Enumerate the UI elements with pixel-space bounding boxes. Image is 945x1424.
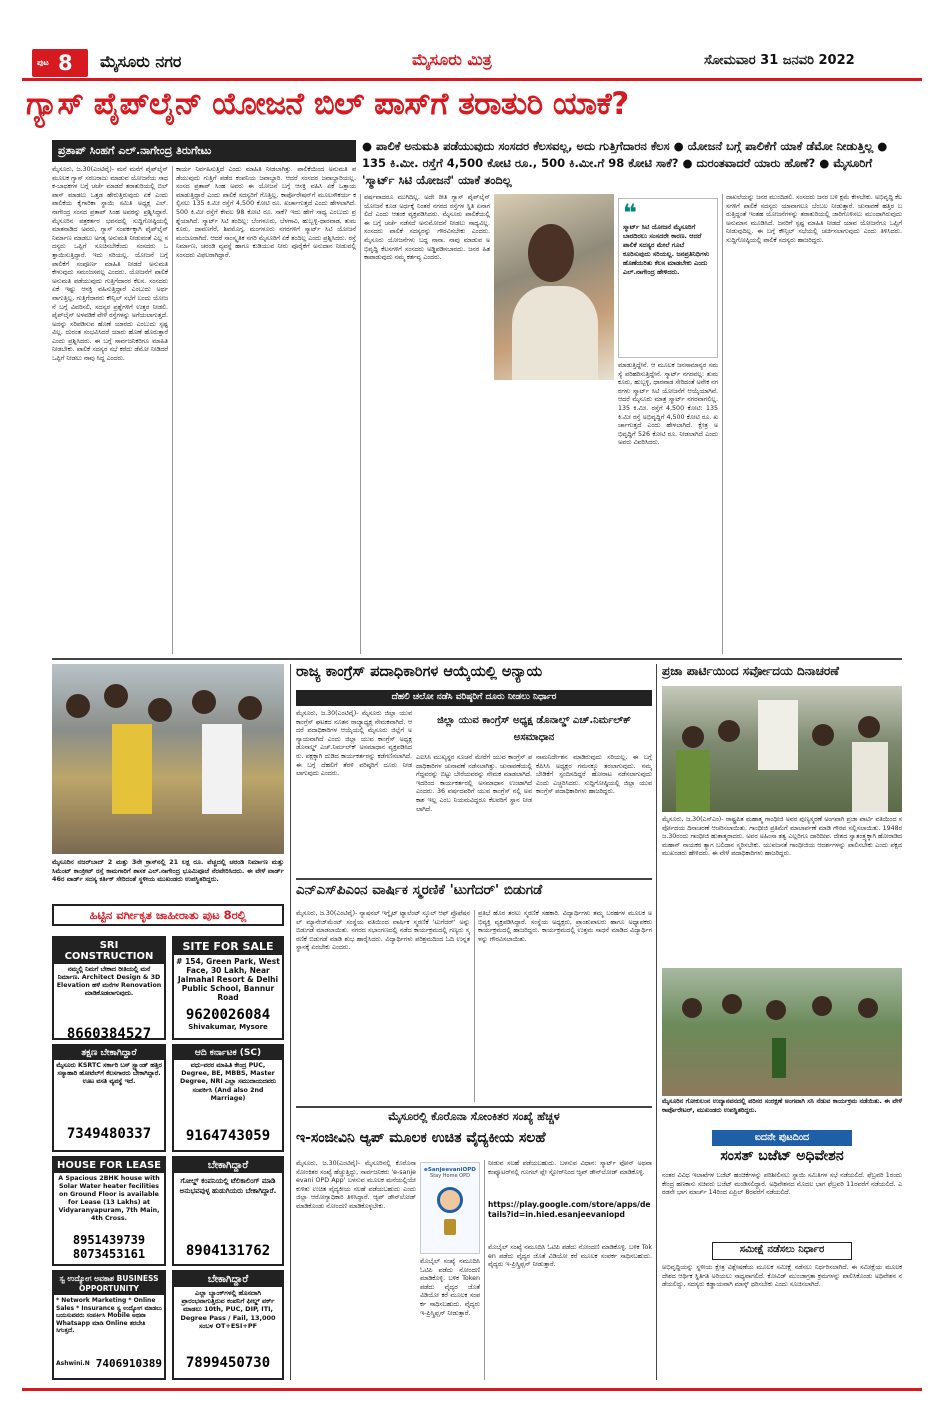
corona-headline: ಇ-ಸಂಜೀವಿನಿ ಆ್ಯಪ್ ಮೂಲಕ ಉಚಿತ ವೈದ್ಯಕೀಯ ಸಲಹೆ — [296, 1130, 546, 1146]
lead-body-col1: ಮೈಸೂರು, ಜ.30(ಎಂಟಿವೈ)- ಮನೆ ಮನೆಗೆ ಪೈಪ್‌ಲೈನ್ ಮೂಲಕ ಗ್ಯಾಸ್ ಸರಬರಾಜು ಮಾಡುವ ಯೋಜನೆಯ ಸಾಧಕ-ಬಾಧಕಗಳ ಬಗ್ಗೆ ಚರ್ಚೆ ಮಾಡದೆ ತರಾತುರಿಯಲ್ಲಿ ಬಿಲ್ ಪಾಸ್ ಮಾಡಲು ಒತ್ತಡ ಹೇರುತ್ತಿರುವುದು ಏಕೆ ಎಂದು ಪಾಲಿಕೆಯ ಕೈಗಾರಿಕಾ ಸ್ಥಾಯಿ ಸಮಿತಿ ಅಧ್ಯಕ್ಷ ಎಲ್.ನಾಗೇಂದ್ರ ಸಂಸದ ಪ್ರತಾಪ್ ಸಿಂಹ ಅವರನ್ನು ಪ್ರಶ್ನಿಸಿದ್ದಾರೆ. ಮೈಸೂರಿನ ಪತ್ರಕರ್ತರ ಭವನದಲ್ಲಿ ಸುದ್ದಿಗೋಷ್ಠಿಯಲ್ಲಿ ಮಾತನಾಡಿದ ಅವರು, ಗ್ಯಾಸ್ ಸಂಪರ್ಕಕ್ಕಾಗಿ ಪೈಪ್‌ಲೈನ್ ನಿರ್ಮಾಣ ಮಾಡಲು ಅಗತ್ಯ ಅನುಮತಿ ನೀಡುವಂತೆ ಎಲ್ಲ ಸದಸ್ಯರು ಒಪ್ಪಿಗೆ ಸೂಚಿಸಬೇಕೆಂದು ಸಂಸದರು ಒತ್ತಾಯಿಸುತ್ತಿದ್ದಾರೆ. ಇದು ಸರಿಯಲ್ಲ. ಯೋಜನೆ ಬಗ್ಗೆ ಪಾಲಿಕೆಗೆ ಸಂಪೂರ್ಣ ಮಾಹಿತಿ ನೀಡದೆ ಅನುಮತಿ ಕೇಳುವುದು ಸಮಂಜಸವಲ್ಲ ಎಂದರು. ಯೋಜನೆಗೆ ಪಾಲಿಕೆ ಅನುಮತಿ ಪಡೆಯುವುದು ಗುತ್ತಿಗೆದಾರರ ಕೆಲಸ. ಸಂಸದರು ಏಕೆ ಇಷ್ಟು ಆಸಕ್ತಿ ವಹಿಸುತ್ತಿದ್ದಾರೆ ಎಂಬುದು ಅರ್ಥವಾಗುತ್ತಿಲ್ಲ. ಗುತ್ತಿಗೆದಾರರು ಕೌನ್ಸಿಲ್ ಸಭೆಗೆ ಬಂದು ಯೋಜನೆ ಬಗ್ಗೆ ವಿವರಿಸಲಿ, ಸದಸ್ಯರ ಪ್ರಶ್ನೆಗಳಿಗೆ ಉತ್ತರ ನೀಡಲಿ. ಪೈಪ್‌ಲೈನ್ ಅಳವಡಿಕೆ ವೇಳೆ ರಸ್ತೆಗಳನ್ನು ಅಗೆಯಲಾಗುತ್ತದೆ. ಅದನ್ನು ಸರಿಪಡಿಸುವ ಹೊಣೆ ಯಾರದು ಎಂಬುದು ಸ್ಪಷ್ಟವಿಲ್ಲ. ದುರಂತ ಸಂಭವಿಸಿದರೆ ಯಾರು ಹೊಣೆ ಹೊರುತ್ತಾರೆ ಎಂದು ಪ್ರಶ್ನಿಸಿದರು. ಈ ಬಗ್ಗೆ ಸಾರ್ವಜನಿಕರಿಗೂ ಮಾಹಿತಿ ನೀಡಬೇಕು. ಪಾಲಿಕೆ ಸದಸ್ಯರ ಸಭೆ ಕರೆದು ಡೆಮೋ ನೀಡಿದರೆ ಒಪ್ಪಿಗೆ ನೀಡಲು ನಾವು ಸಿದ್ಧ ಎಂದರು. — [52, 166, 168, 363]
date: ಸೋಮವಾರ 31 ಜನವರಿ 2022 — [704, 53, 855, 68]
ad-body: * Network Marketing * Online Sales * Insurance ಸ್ವ ಉದ್ಯೋಗ ಮಾಡಲು ಬಯಸುವವರು ಸಂಪರ್ಕಿಸಿ Mobile ಅಥವಾ Whatsapp ಮಾಡಿ Online ತರಬೇತಿ ಸಿಗುತ್ತದೆ. — [56, 1297, 162, 1335]
lead-subhead: ಪ್ರತಾಪ್ ಸಿಂಹಗೆ ಎಲ್.ನಾಗೇಂದ್ರ ತಿರುಗೇಟು — [52, 140, 356, 162]
bhoomipuja-caption: ಮೈಸೂರಿನ ನಜರ್‌ಬಾದ್ 2 ಮತ್ತು 3ನೇ ಕ್ರಾಸ್‌ನಲ್ಲಿ 21 ಲಕ್ಷ ರೂ. ವೆಚ್ಚದಲ್ಲಿ ಚರಂಡಿ ನಿರ್ಮಾಣ ಮತ್ತು ಸಿಮೆಂಟ್ ಕಾಂಕ್ರೀಟ್ ರಸ್ತೆ ಕಾಮಗಾರಿಗೆ ಶಾಸಕ ಎಲ್.ನಾಗೇಂದ್ರ ಭೂಮಿಪೂಜೆ ನೆರವೇರಿಸಿದರು. ಈ ವೇಳೆ ವಾರ್ಡ್ 46ರ ವಾರ್ಡ್ ಸದಸ್ಯ ಕರ್ತಿಕ್ ಸೇರಿದಂತೆ ಸ್ಥಳೀಯ ಮುಖಂಡರು ಉಪಸ್ಥಿತರಿದ್ದರು. — [52, 858, 284, 884]
ad-title: ಸ್ವ ಉದ್ಯೋಗ ಅವಕಾಶ BUSINESS OPPORTUNITY — [54, 1272, 164, 1295]
budget-subhead: ಸಮೀಕ್ಷೆ ನಡೆಸಲು ನಿರ್ಧಾರ — [712, 1242, 852, 1260]
doctor-icon — [437, 1187, 463, 1213]
ad-phone: 7899450730 — [185, 1355, 271, 1371]
esanjeevani-logo: eSanjeevaniOPD — [424, 1167, 476, 1173]
ad-phone: 9620026084 — [185, 1007, 271, 1023]
classified-banner: ಹಿಟ್ಟಿನ ವರ್ಗೀಕೃತ ಜಾಹೀರಾತು ಪುಟ 8ರಲ್ಲಿ — [52, 904, 284, 926]
ad-title: ಬೇಕಾಗಿದ್ದಾರೆ — [174, 1158, 282, 1173]
budget-headline: ಸಂಸತ್ ಬಜೆಟ್ ಅಧಿವೇಶನ — [720, 1148, 844, 1164]
masthead — [22, 45, 922, 81]
gandhi-tribute-photo — [662, 686, 902, 812]
ad-phone: 8660384527 — [66, 1026, 152, 1040]
ad-body: A Spacious 2BHK house with Solar Water heater fecilities on Ground Floor is available for Lease (13 Lakhs) at Vidyaranyapuram, 7th Main, 4th Cross. — [58, 1175, 160, 1222]
congress-body-col1: ಮೈಸೂರು, ಜ.30(ಎಂಟಿವೈ)- ಮೈಸೂರು ಜಿಲ್ಲಾ ಯುವ ಕಾಂಗ್ರೆಸ್ ಘಟಕದ ನೂತನ ರಾಜ್ಯಾಧ್ಯಕ್ಷ ನೇಮಕವಾಗಿದೆ. ಆದರೆ ಪದಾಧಿಕಾರಿಗಳ ಆಯ್ಕೆಯಲ್ಲಿ ಮೈಸೂರು ಜಿಲ್ಲೆಗೆ ಅನ್ಯಾಯವಾಗಿದೆ ಎಂದು ಜಿಲ್ಲಾ ಯುವ ಕಾಂಗ್ರೆಸ್ ಅಧ್ಯಕ್ಷ ಡೊನಾಲ್ಡ್ ಎಚ್.ನಿರ್ಮಲ್‌ಕ್ ಅಸಮಾಧಾನ ವ್ಯಕ್ತಪಡಿಸಿದರು. ಪಕ್ಷಕ್ಕಾಗಿ ದುಡಿದ ಕಾರ್ಯಕರ್ತರನ್ನು ಕಡೆಗಣಿಸಲಾಗಿದೆ. ಈ ಬಗ್ಗೆ ದೆಹಲಿಗೆ ತೆರಳಿ ವರಿಷ್ಠರಿಗೆ ದೂರು ನೀಡಲಾಗುವುದು ಎಂದರು. — [296, 710, 412, 778]
page-label: ಪುಟ — [37, 58, 49, 67]
ad-phone: 9164743059 — [185, 1128, 271, 1144]
emblem-icon — [444, 1219, 456, 1235]
praja-body: ಮೈಸೂರು, ಜ.30(ಎಸ್‌ಎಂ)- ರಾಷ್ಟ್ರಪಿತ ಮಹಾತ್ಮ ಗಾಂಧೀಜಿ ಅವರ ಪುಣ್ಯಸ್ಮರಣೆ ಅಂಗವಾಗಿ ಪ್ರಜಾ ಪಾರ್ಟಿ ವತಿಯಿಂದ ಸರ್ವೋದಯ ದಿನಾಚರಣೆ ಆಚರಿಸಲಾಯಿತು. ಗಾಂಧೀಜಿ ಪ್ರತಿಮೆಗೆ ಮಾಲಾರ್ಪಣೆ ಮಾಡಿ ಗೌರವ ಸಲ್ಲಿಸಲಾಯಿತು. 1948ರ ಜ.30ರಂದು ಗಾಂಧೀಜಿ ಹುತಾತ್ಮರಾದರು. ಅವರ ಅಹಿಂಸಾ ತತ್ವ ಎಲ್ಲರಿಗೂ ದಾರಿದೀಪ. ದೇಶದ ಸ್ವಾತಂತ್ರ್ಯಕ್ಕಾಗಿ ಹೋರಾಡಿದ ಮಹಾನ್ ನಾಯಕರ ತ್ಯಾಗ ಬಲಿದಾನ ಸ್ಮರಿಸಬೇಕು. ಯುವಜನತೆ ಗಾಂಧೀಜಿಯ ಆದರ್ಶಗಳನ್ನು ಪಾಲಿಸಬೇಕು ಎಂದು ಪಕ್ಷದ ಮುಖಂಡರು ಹೇಳಿದರು. ಈ ವೇಳೆ ಪದಾಧಿಕಾರಿಗಳು ಹಾಜರಿದ್ದರು. — [662, 816, 902, 858]
congress-headline: ರಾಜ್ಯ ಕಾಂಗ್ರೆಸ್ ಪದಾಧಿಕಾರಿಗಳ ಆಯ್ಕೆಯಲ್ಲಿ ಅನ್ಯಾಯ — [296, 664, 543, 680]
portrait-photo — [494, 194, 614, 380]
quote-text: ಸ್ಮಾರ್ಟ್ ಸಿಟಿ ಯೋಜನೆ ಮೈಸೂರಿಗೆ ಬಾರದಿರಲು ಸಂಸದರೇ ಕಾರಣ. ಆದರೆ ಪಾಲಿಕೆ ಸದಸ್ಯರ ಮೇಲೆ ಗೂಬೆ ಕೂರಿಸುವುದು ಸರಿಯಲ್ಲ. ಜನಪ್ರತಿನಿಧಿಗಳು ಹೊಣೆಯರಿತು ಕೆಲಸ ಮಾಡಬೇಕು ಎಂದು ಎಲ್.ನಾಗೇಂದ್ರ ಹೇಳಿದರು. — [623, 223, 710, 276]
ad-body: # 154, Green Park, West Face, 30 Lakh, Near Jalmahal Resort & Delhi Public School, Bannur Road — [176, 957, 280, 1002]
ad-body: ಗೋಲ್ಡ್ ಕಂಪನಿಯಲ್ಲಿ ಟೆಲಿಕಾಲಿಂಗ್ ಮಾಡಿ ಅನುಭವವುಳ್ಳ ಹುಡುಗಿಯರು ಬೇಕಾಗಿದ್ದಾರೆ. — [179, 1177, 277, 1195]
ad-body: ನಮ್ಮಲ್ಲಿ ನಿಮಗೆ ಬೇಕಾದ ರೀತಿಯಲ್ಲಿ ಮನೆ ನಿರ್ಮಾಣ. Architect Design & 3D Elevation ಹಳೆ ಮನೆಗಳ Renovation ಮಾಡಿಕೊಡಲಾಗುವುದು. — [56, 966, 162, 997]
ad-title: HOUSE FOR LEASE — [54, 1158, 164, 1173]
ad-title: SITE FOR SALE — [174, 938, 282, 955]
ad-wanted-hotel[interactable] — [52, 1044, 166, 1152]
congress-subhead: ದೆಹಲಿ ಚಲೋ ನಡೆಸಿ ವರಿಷ್ಠರಿಗೆ ದೂರು ನೀಡಲು ನಿರ್ಧಾರ — [296, 690, 652, 706]
ad-phone: 8904131762 — [185, 1243, 271, 1259]
section-name: ಮೈಸೂರು ನಗರ — [100, 52, 182, 71]
ad-phone: 8951439739 — [72, 1233, 146, 1247]
page-badge — [32, 49, 88, 77]
ad-wanted-field[interactable] — [172, 1270, 284, 1380]
sapling-photo — [662, 968, 902, 1096]
corona-body-col2: ನೀಡುವ ಸಲಹೆ ಪಡೆಯಬಹುದು. ಬಳಸುವ ವಿಧಾನ: ಸ್ಮಾರ್ಟ್ ಫೋನ್ ಅಥವಾ ಕಂಪ್ಯೂಟರ್‌ನಲ್ಲಿ ಗೂಗಲ್ ಪ್ಲೇ ಸ್ಟೋರ್‌ನಿಂದ ಆ್ಯಪ್ ಡೌನ್‌ಲೋಡ್ ಮಾಡಿಕೊಳ್ಳಿ. — [488, 1160, 652, 1176]
esanjeevani-graphic — [420, 1162, 480, 1254]
corona-kicker: ಮೈಸೂರಲ್ಲಿ ಕೊರೊನಾ ಸೋಂಕಿತರ ಸಂಖ್ಯೆ ಹೆಚ್ಚಳ — [388, 1110, 560, 1123]
esanjeevani-link[interactable]: https://play.google.com/store/apps/details?id=in.hied.esanjeevaniopd — [488, 1200, 651, 1219]
sapling-caption: ಮೈಸೂರಿನ ಗೋಕುಲಂನ ಉದ್ಯಾನವನದಲ್ಲಿ ಪರಿಸರ ಸಂರಕ್ಷಣೆ ಅಂಗವಾಗಿ ಸಸಿ ನೆಡುವ ಕಾರ್ಯಕ್ರಮ ನಡೆಯಿತು. ಈ ವೇಳೆ ಕಾರ್ಪೊರೇಟರ್, ಮುಖಂಡರು ಉಪಸ್ಥಿತರಿದ್ದರು. — [662, 1098, 902, 1114]
ad-phone-2: 8073453161 — [72, 1247, 146, 1261]
bhoomipuja-photo — [52, 664, 284, 854]
congress-tagline: ಜಿಲ್ಲಾ ಯುವ ಕಾಂಗ್ರೆಸ್ ಅಧ್ಯಕ್ಷ ಡೊನಾಲ್ಡ್ ಎಚ್.ನಿರ್ಮಲ್‌ಕ್ ಅಸಮಾಧಾನ — [437, 715, 631, 743]
ad-phone: 7349480337 — [66, 1126, 152, 1142]
lead-highlights: ● ಪಾಲಿಕೆ ಅನುಮತಿ ಪಡೆಯುವುದು ಸಂಸದರ ಕೆಲಸವಲ್ಲ, ಅದು ಗುತ್ತಿಗೆದಾರನ ಕೆಲಸ ● ಯೋಜನೆ ಬಗ್ಗೆ ಪಾಲಿಕೆಗೆ ಯಾಕೆ ಡೆಮೋ ನೀಡುತ್ತಿಲ್ಲ ● 135 ಕಿ.ಮೀ. ರಸ್ತೆಗೆ 4,500 ಕೋಟಿ ರೂ., 500 ಕಿ.ಮೀ.ಗೆ 98 ಕೋಟಿ ಸಾಕೆ? ● ದುರಂತವಾದರೆ ಯಾರು ಹೊಣೆ? ● ಮೈಸೂರಿಗೆ 'ಸ್ಮಾರ್ಟ್ ಸಿಟಿ ಯೋಜನೆ' ಯಾಕೆ ತಂದಿಲ್ಲ — [362, 139, 888, 187]
page-number: 8 — [58, 51, 73, 75]
budget-body2: ಅಭಿವೃದ್ಧಿಯನ್ನು ಸ್ಥಳೀಯ ಕ್ಷೇತ್ರ ವಿಶ್ಲೇಷಣೆಯ ಮೂಲಕ ಸಮೀಕ್ಷೆ ನಡೆಸಲು ನಿರ್ಧರಿಸಲಾಗಿದೆ. ಈ ಸಮೀಕ್ಷೆಯ ಮೂಲಕ ದೇಶದ ಆರ್ಥಿಕ ಸ್ಥಿತಿಗತಿ ಅರಿಯಲು ಸಾಧ್ಯವಾಗಲಿದೆ. ಕೋವಿಡ್ ಮುಂಜಾಗ್ರತಾ ಕ್ರಮಗಳನ್ನು ಪಾಲಿಸಿಕೊಂಡು ಅಧಿವೇಶನ ನಡೆಯಲಿದ್ದು, ಸದಸ್ಯರು ಕಡ್ಡಾಯವಾಗಿ ಮಾಸ್ಕ್ ಧರಿಸಬೇಕು ಎಂದು ಸೂಚಿಸಲಾಗಿದೆ. — [662, 1264, 902, 1289]
ad-adi-karnataka[interactable] — [172, 1044, 284, 1152]
nsp-headline: ಎನ್‌ಎಸ್‌ಪಿಎಂನ ವಾರ್ಷಿಕ ಸ್ಮರಣಿಕೆ 'ಟುಗೆದರ್' ಬಿಡುಗಡೆ — [296, 882, 543, 898]
corona-body-col1b: ಮೊಬೈಲ್ ಸಂಖ್ಯೆ ನಮೂದಿಸಿ ಓಟಿಪಿ ಪಡೆದು ನೋಂದಣಿ ಮಾಡಿಕೊಳ್ಳಿ. ಬಳಿಕ Token ಪಡೆದು ವೈದ್ಯರ ಜೊತೆ ವಿಡಿಯೋ ಕರೆ ಮೂಲಕ ಸಂಪರ್ಕ ಸಾಧಿಸಬಹುದು. ವೈದ್ಯರು ಇ-ಪ್ರಿಸ್ಕ್ರಿಪ್ಷನ್ ನೀಡುತ್ತಾರೆ. — [420, 1258, 480, 1317]
ad-footer: Ashwini.N — [56, 1360, 90, 1367]
ad-footer: Shivakumar, Mysore — [188, 1023, 268, 1031]
nsp-body-col1: ಮೈಸೂರು, ಜ.30(ಎಂಟಿವೈ)- ನ್ಯಾಷನಲ್ ಇಗ್ನೈಟ್ ಟ್ಯಾಲೆಂಟ್ ಸ್ಕೂಲ್ ಆಫ್ ಪ್ರೊಫೆಷನಲ್ ಮ್ಯಾನೇಜ್‌ಮೆಂಟ್ ಸಂಸ್ಥೆಯ ವತಿಯಿಂದ ವಾರ್ಷಿಕ ಸ್ಮರಣಿಕೆ 'ಟುಗೆದರ್' ಅನ್ನು ಬಿಡುಗಡೆ ಮಾಡಲಾಯಿತು. ನಗರದ ಸಭಾಂಗಣದಲ್ಲಿ ನಡೆದ ಕಾರ್ಯಕ್ರಮದಲ್ಲಿ ಗಣ್ಯರು ಸ್ಮರಣಿಕೆ ಬಿಡುಗಡೆ ಮಾಡಿ ಶುಭ ಹಾರೈಸಿದರು. ವಿದ್ಯಾರ್ಥಿಗಳು ಪರಿಶ್ರಮದಿಂದ ಓದಿ ಉನ್ನತ ಸ್ಥಾನಕ್ಕೆ ಏರಬೇಕು ಎಂದರು. — [296, 910, 470, 952]
budget-body1: ನಂತರ ವಿವಿಧ ಇಲಾಖೆಗಳ ಬಜೆಟ್ ಹಂಚಿಕೆಗಳನ್ನು ಪರಿಶೀಲಿಸಲು ಸ್ಥಾಯಿ ಸಮಿತಿಗಳ ಸಭೆ ನಡೆಯಲಿದೆ. ಫೆಬ್ರವರಿ 1ರಂದು ಕೇಂದ್ರ ಹಣಕಾಸು ಸಚಿವರು ಬಜೆಟ್ ಮಂಡಿಸಲಿದ್ದಾರೆ. ಅಧಿವೇಶನದ ಮೊದಲ ಭಾಗ ಫೆಬ್ರವರಿ 11ರವರೆಗೆ ನಡೆಯಲಿದೆ. ಎರಡನೇ ಭಾಗ ಮಾರ್ಚ್ 14ರಿಂದ ಏಪ್ರಿಲ್ 8ರವರೆಗೆ ನಡೆಯಲಿದೆ. — [662, 1172, 902, 1197]
lead-body-col4: ಮಾಡುತ್ತಿದ್ದೇನೆ. ಆ ಮೂಲಕ ಜನಸಾಮಾನ್ಯರ ಸಮಸ್ಯೆ ಪರಿಹರಿಸುತ್ತಿದ್ದೇನೆ. ಸ್ಮಾರ್ಟ್ ನಗರವಲ್ಲ: ತುಮಕೂರು, ಹುಬ್ಬಳ್ಳಿ, ಧಾರವಾಡ ಸೇರಿದಂತೆ ಅನೇಕ ನಗರಗಳು ಸ್ಮಾರ್ಟ್ ಸಿಟಿ ಯೋಜನೆಗೆ ಆಯ್ಕೆಯಾಗಿವೆ. ಆದರೆ ಮೈಸೂರು ಮಾತ್ರ ಸ್ಮಾರ್ಟ್ ನಗರವಾಗಲಿಲ್ಲ. 135 ಕಿ.ಮೀ. ರಸ್ತೆಗೆ 4,500 ಕೋಟಿ: 135 ಕಿ.ಮೀ ರಸ್ತೆ ಅಭಿವೃದ್ಧಿಗೆ 4,500 ಕೋಟಿ ರೂ. ಖರ್ಚಾಗುತ್ತದೆ ಎಂದು ಹೇಳಲಾಗಿದೆ. ಕ್ಷೇತ್ರ ಅಭಿವೃದ್ಧಿಗೆ 526 ಕೋಟಿ ರೂ. ನೀಡಲಾಗಿದೆ ಎಂದು ಅವರು ವಿವರಿಸಿದರು. — [618, 362, 718, 447]
ad-site-for-sale[interactable] — [172, 936, 284, 1040]
corona-body-col1: ಮೈಸೂರು, ಜ.30(ಎಂಟಿವೈ)- ಮೈಸೂರಿನಲ್ಲಿ ಕೊರೊನಾ ಸೋಂಕಿತರ ಸಂಖ್ಯೆ ಹೆಚ್ಚುತ್ತಿದ್ದು, ಸಾರ್ವಜನಿಕರು 'e-sanjeevani OPD App' ಬಳಸುವ ಮೂಲಕ ಮನೆಯಲ್ಲಿಯೇ ಕುಳಿತು ಉಚಿತ ವೈದ್ಯಕೀಯ ಸಲಹೆ ಪಡೆಯಬಹುದು ಎಂದು ಜಿಲ್ಲಾ ಆರೋಗ್ಯಾಧಿಕಾರಿ ತಿಳಿಸಿದ್ದಾರೆ. ಆ್ಯಪ್ ಡೌನ್‌ಲೋಡ್ ಮಾಡಿಕೊಂಡು ನೋಂದಣಿ ಮಾಡಿಕೊಳ್ಳಬೇಕು. — [296, 1160, 416, 1210]
paper-name: ಮೈಸೂರು ಮಿತ್ರ — [412, 50, 492, 69]
budget-kicker: ಐದನೇ ಪುಟದಿಂದ — [712, 1130, 852, 1146]
ad-gold-telecalling[interactable] — [172, 1156, 284, 1266]
ad-title: ಆದಿ ಕರ್ನಾಟಕ (SC) — [174, 1046, 282, 1060]
ad-house-for-lease[interactable] — [52, 1156, 166, 1266]
lead-body-col2: ಕಾರ್ಯ ನಿರ್ವಹಿಸುತ್ತಿದೆ ಎಂದು ಮಾಹಿತಿ ನೀಡಲಾಗಿತ್ತು. ಪಾಲಿಕೆಯಿಂದ ಅನುಮತಿ ಪಡೆಯುವುದು ಗುತ್ತಿಗೆ ಪಡೆದ ಕಂಪನಿಯ ಜವಾಬ್ದಾರಿ. ಆದರೆ ಸಂಸದರ ಜವಾಬ್ದಾರಿಯಲ್ಲ. ಸಂಸದ ಪ್ರತಾಪ್ ಸಿಂಹ ಅವರು ಈ ಯೋಜನೆ ಬಗ್ಗೆ ಆಸಕ್ತಿ ವಹಿಸಿ ಏಕೆ ಒತ್ತಾಯ ಮಾಡುತ್ತಿದ್ದಾರೆ ಎಂದು ಪಾಲಿಕೆ ಸದಸ್ಯರಿಗೆ ಗೊತ್ತಿಲ್ಲ. ಕಾರ್ಪೊರೇಷನ್‌ಗೆ ಮೂಲಸೌಕರ್ಯ ಕಲ್ಪಿಸಲು 135 ಕಿ.ಮೀ ರಸ್ತೆಗೆ 4,500 ಕೋಟಿ ರೂ. ಖರ್ಚಾಗುತ್ತದೆ ಎಂದು ಹೇಳಲಾಗಿದೆ. 500 ಕಿ.ಮೀ ರಸ್ತೆಗೆ ಕೇವಲ 98 ಕೋಟಿ ರೂ. ಸಾಕೆ? ಇದು ಹೇಗೆ ಸಾಧ್ಯ ಎಂಬುದು ಪ್ರಶ್ನೆಯಾಗಿದೆ. ಸ್ಮಾರ್ಟ್ ಸಿಟಿ ತಂದಿಲ್ಲ: ಬೆಂಗಳೂರು, ಬೆಳಗಾವಿ, ಹುಬ್ಬಳ್ಳಿ-ಧಾರವಾಡ, ತುಮಕೂರು, ದಾವಣಗೆರೆ, ಶಿವಮೊಗ್ಗ, ಮಂಗಳೂರು ನಗರಗಳಿಗೆ ಸ್ಮಾರ್ಟ್ ಸಿಟಿ ಯೋಜನೆ ಮಂಜೂರಾಗಿದೆ. ಆದರೆ ಸಾಂಸ್ಕೃತಿಕ ನಗರಿ ಮೈಸೂರಿಗೆ ಏಕೆ ತಂದಿಲ್ಲ ಎಂದು ಪ್ರಶ್ನಿಸಿದರು. ರಸ್ತೆ ನಿರ್ಮಾಣ, ಚರಂಡಿ ವ್ಯವಸ್ಥೆ ಹಾಗೂ ಕುಡಿಯುವ ನೀರು ಪೂರೈಕೆಗೆ ಅನುದಾನ ನೀಡುವಲ್ಲಿ ಸಂಸದರು ವಿಫಲರಾಗಿದ್ದಾರೆ. — [176, 166, 356, 259]
ad-body: ಮೈಸೂರು KSRTC ಸರ್ಕಾರಿ ಬಸ್ ಸ್ಟ್ಯಾಂಡ್ ಹತ್ತಿರ ಸಸ್ಯಾಹಾರಿ ಹೋಟೆಲ್‌ಗೆ ಕೆಲಸಗಾರರು ಬೇಕಾಗಿದ್ದಾರೆ. ಊಟ ವಸತಿ ವ್ಯವಸ್ಥೆ ಇದೆ. — [56, 1062, 162, 1086]
pull-quote — [618, 198, 718, 358]
ad-title: ತಕ್ಷಣ ಬೇಕಾಗಿದ್ದಾರೆ — [54, 1046, 164, 1060]
esanjeevani-tagline: Stay Home OPD — [430, 1173, 470, 1179]
ad-title: SRI CONSTRUCTION — [54, 938, 164, 964]
ad-title: ಬೇಕಾಗಿದ್ದಾರೆ — [174, 1272, 282, 1287]
lead-body-col5: ದಾಖಲೆಯನ್ನು ಜನರ ಮುಂದಿಡಲಿ. ಸಂಸದರು ಜನರ ಬಳಿ ಕ್ಷಮೆ ಕೇಳಬೇಕು. ಅಭಿವೃದ್ಧಿ ಕೆಲಸಗಳಿಗೆ ಪಾಲಿಕೆ ಸದಸ್ಯರು ಯಾವಾಗಲೂ ಬೆಂಬಲ ನೀಡುತ್ತಾರೆ. ಚುನಾವಣೆ ಹತ್ತಿರ ಬರುತ್ತಿದ್ದಂತೆ ಇಂತಹ ಯೋಜನೆಗಳನ್ನು ತರಾತುರಿಯಲ್ಲಿ ಜಾರಿಗೊಳಿಸಲು ಮುಂದಾಗಿರುವುದು ಅನುಮಾನ ಮೂಡಿಸಿದೆ. ಜನರಿಗೆ ಸ್ಪಷ್ಟ ಮಾಹಿತಿ ನೀಡದೆ ಯಾವ ಯೋಜನೆಗೂ ಒಪ್ಪಿಗೆ ನೀಡುವುದಿಲ್ಲ. ಈ ಬಗ್ಗೆ ಕೌನ್ಸಿಲ್ ಸಭೆಯಲ್ಲಿ ಚರ್ಚಿಸಲಾಗುವುದು ಎಂದು ತಿಳಿಸಿದರು. ಸುದ್ದಿಗೋಷ್ಠಿಯಲ್ಲಿ ಪಾಲಿಕೆ ಸದಸ್ಯರು ಹಾಜರಿದ್ದರು. — [726, 194, 902, 244]
quote-mark-icon: ❝ — [623, 199, 638, 227]
congress-body-col3: ಎಐಸಿಸಿ ಮುಖ್ಯಸ್ಥರ ಸೂಚನೆ ಮೇರೆಗೆ ಯುವ ಕಾಂಗ್ರೆಸ್ ಪದಾಧಿಕಾರಿಗಳ ಚುನಾವಣೆ ನಡೆಸಲಾಗಿತ್ತು. ಚುನಾವಣೆಯಲ್ಲಿ ಗೆದ್ದವರನ್ನು ಬಿಟ್ಟು ಬೇರೆಯವರನ್ನು ನೇಮಕ ಮಾಡಲಾಗಿದೆ. ಇದರಿಂದ ಕಾರ್ಯಕರ್ತರಲ್ಲಿ ಅಸಮಾಧಾನ ಉಂಟಾಗಿದೆ ಎಂದರು. 36 ವರ್ಷದವರಿಗೆ ಯುವ ಕಾಂಗ್ರೆಸ್ ನಲ್ಲಿ ಅವಕಾಶ ಇಲ್ಲ ಎಂಬ ನಿಯಮವಿದ್ದರೂ ಕೆಲವರಿಗೆ ಸ್ಥಾನ ನೀಡಲಾಗಿದೆ. — [416, 754, 532, 813]
congress-body-col4: ನಾಮನಿರ್ದೇಶನ ಮಾಡಿರುವುದು ಸರಿಯಲ್ಲ. ಈ ಬಗ್ಗೆ ಕೆಪಿಸಿಸಿ ಅಧ್ಯಕ್ಷರ ಗಮನಕ್ಕೂ ತರಲಾಗುವುದು. ನಮ್ಮ ಬೇಡಿಕೆಗೆ ಸ್ಪಂದಿಸದಿದ್ದರೆ ಹೋರಾಟ ನಡೆಸಲಾಗುವುದು ಎಂದು ಎಚ್ಚರಿಸಿದರು. ಸುದ್ದಿಗೋಷ್ಠಿಯಲ್ಲಿ ಜಿಲ್ಲಾ ಯುವ ಕಾಂಗ್ರೆಸ್ ಪದಾಧಿಕಾರಿಗಳು ಹಾಜರಿದ್ದರು. — [536, 754, 652, 796]
lead-headline: ಗ್ಯಾಸ್ ಪೈಪ್‌ಲೈನ್ ಯೋಜನೆ ಬಿಲ್ ಪಾಸ್‌ಗೆ ತರಾತುರಿ ಯಾಕೆ? — [26, 86, 629, 122]
praja-headline: ಪ್ರಜಾ ಪಾರ್ಟಿಯಿಂದ ಸರ್ವೋದಯ ದಿನಾಚರಣೆ — [662, 664, 839, 678]
corona-body-col3: ಮೊಬೈಲ್ ಸಂಖ್ಯೆ ನಮೂದಿಸಿ ಓಟಿಪಿ ಪಡೆದು ನೋಂದಣಿ ಮಾಡಿಕೊಳ್ಳಿ. ಬಳಿಕ Token ಪಡೆದು ವೈದ್ಯರ ಜೊತೆ ವಿಡಿಯೋ ಕರೆ ಮೂಲಕ ಸಂಪರ್ಕ ಸಾಧಿಸಬಹುದು. ವೈದ್ಯರು ಇ-ಪ್ರಿಸ್ಕ್ರಿಪ್ಷನ್ ನೀಡುತ್ತಾರೆ. — [488, 1244, 652, 1269]
nsp-body-col2: ಪ್ರತಿಭೆ ಹೊರ ತರಲು ಸ್ಮರಣಿಕೆ ಸಹಕಾರಿ. ವಿದ್ಯಾರ್ಥಿಗಳು ತಮ್ಮ ಬರಹಗಳ ಮೂಲಕ ಅಭಿವ್ಯಕ್ತಿ ವ್ಯಕ್ತಪಡಿಸಿದ್ದಾರೆ. ಸಂಸ್ಥೆಯ ಅಧ್ಯಕ್ಷರು, ಪ್ರಾಂಶುಪಾಲರು ಹಾಗೂ ಅಧ್ಯಾಪಕರು ಕಾರ್ಯಕ್ರಮದಲ್ಲಿ ಹಾಜರಿದ್ದರು. ಕಾರ್ಯಕ್ರಮದಲ್ಲಿ ಉತ್ತಮ ಸಾಧನೆ ಮಾಡಿದ ವಿದ್ಯಾರ್ಥಿಗಳನ್ನು ಗೌರವಿಸಲಾಯಿತು. — [478, 910, 652, 943]
ad-sri-construction[interactable] — [52, 936, 166, 1040]
ad-body: ವಧು-ವರರ ಮಾಹಿತಿ ಕೇಂದ್ರ PUC, Degree, BE, MBBS, Master Degree, NRI ಎಲ್ಲಾ ಸಮುದಾಯದವರು ಸಂಪರ್ಕಿಸಿ (And also 2nd Marriage) — [180, 1062, 276, 1102]
lead-body-col3: ವರ್ಷವಾದರೂ ಮುಗಿದಿಲ್ಲ. ಅದೇ ರೀತಿ ಗ್ಯಾಸ್ ಪೈಪ್‌ಲೈನ್ ಯೋಜನೆ ಕೂಡ ಅರ್ಧಕ್ಕೆ ನಿಂತರೆ ನಗರದ ರಸ್ತೆಗಳ ಸ್ಥಿತಿ ಏನಾಗಲಿದೆ ಎಂದು ಆತಂಕ ವ್ಯಕ್ತಪಡಿಸಿದರು. ಮೈಸೂರು ಪಾಲಿಕೆಯಲ್ಲಿ ಈ ಬಗ್ಗೆ ಚರ್ಚೆ ನಡೆಸದೆ ಅನುಮೋದನೆ ನೀಡಲು ಸಾಧ್ಯವಿಲ್ಲ. ಸಂಸದರು ಪಾಲಿಕೆ ಸದಸ್ಯರನ್ನು ಗೌರವಿಸಬೇಕು ಎಂದರು. ಮೈಸೂರು ಯೋಜನೆಗಳು ಬದ್ಧ ನಾನಾ. ನಾವು ಮಾಡುವ ಅಭಿವೃದ್ಧಿ ಕೆಲಸಗಳಿಗೆ ಸಂಸದರು ಅಡ್ಡಿಪಡಿಸಬಾರದು. ಜನರ ಹಿತ ಕಾಪಾಡುವುದು ನಮ್ಮ ಕರ್ತವ್ಯ ಎಂದರು. — [364, 194, 490, 262]
ad-business-opportunity[interactable] — [52, 1270, 166, 1380]
ad-body: ಎಲ್ಲಾ ಬ್ಯಾಂಕ್‌ಗಳಲ್ಲಿ ಹೊಸದಾಗಿ ಪ್ರಾರಂಭವಾಗುತ್ತಿರುವ ಕಂಪನಿಗೆ ಫೀಲ್ಡ್ ವರ್ಕ್ ಮಾಡಲು 10th, PUC, DIP, ITI, Degree Pass / Fail, 13,000 ಸಂಬಳ OT+ESI+PF — [180, 1289, 276, 1330]
bottom-rule — [22, 1388, 922, 1391]
ad-phone: 7406910389 — [95, 1357, 162, 1370]
